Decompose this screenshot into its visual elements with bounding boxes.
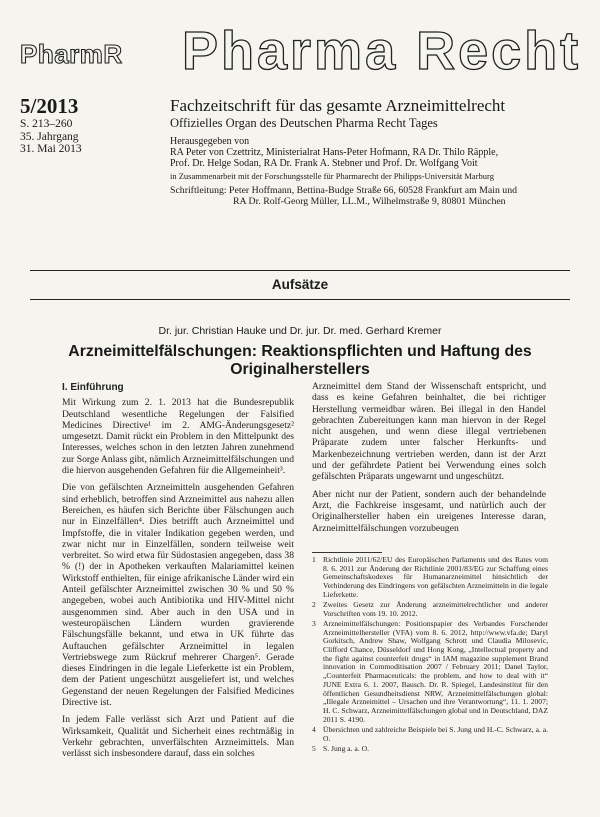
section-rule-bottom — [30, 299, 570, 300]
footnote — [312, 745, 548, 754]
journal-logo-small: PharmR — [20, 39, 123, 69]
footnote-number: 5 — [312, 743, 316, 753]
footnote-text: Übersichten und zahlreiche Beispiele bei S. Jung und H.-C. Schwarz, a. a. O. — [323, 724, 549, 743]
cooperation-note: in Zusammenarbeit mit der Forschungsstelle für Pharmarecht der Philipps-Universität Marburg — [170, 170, 494, 181]
editors-label: Herausgegeben von — [170, 136, 250, 147]
editorial-office — [170, 185, 590, 207]
footnote-text: Zweites Gesetz zur Änderung arzneimittelrechtlicher und anderer Vorschriften vom 19. 10. 2012. — [323, 600, 548, 618]
section-heading: I. Einführung — [62, 382, 124, 393]
paragraph: Arzneimittel dem Stand der Wissenschaft entspricht, und dass es keine Gefahren beinhaltet, die bei richtiger Herstellung vermeidbar wären. Bei illegal in den Handel gebrachten Zubereitungen kann man hiervon in der Regel nicht ausgehen, und wenn diese illegal vertriebenen Präparate zudem unter falscher Herkunfts- und Markenbezeichnung vertrieben werden, dann ist der Arzt und der gefährdete Patient bei Verwendung eines solch gefälschten Präparats ungewarnt und ungeschützt. — [312, 381, 546, 483]
editors-block — [170, 136, 590, 182]
issue-number: 5/2013 — [20, 94, 79, 118]
journal-official-organ: Offizielles Organ des Deutschen Pharma Recht Tages — [170, 116, 438, 130]
editors-line-1: RA Peter von Czettritz, Ministerialrat Hans-Peter Hofmann, RA Dr. Thilo Räpple, — [170, 147, 499, 159]
journal-subtitle: Fachzeitschrift für das gesamte Arzneimittelrecht — [170, 96, 506, 115]
article-column-left — [62, 382, 294, 766]
section-rule-top — [30, 270, 570, 271]
editorial-line-2: RA Dr. Rolf-Georg Müller, LL.M., Wilhelmstraße 9, 80801 München — [233, 196, 506, 207]
article-title: Arzneimittelfälschungen: Reaktionspflichten und Haftung des Originalherstellers — [68, 343, 532, 378]
paragraph: Mit Wirkung zum 2. 1. 2013 hat die Bundesrepublik Deutschland wesentliche Regelungen der Falsified Medicines Directive¹ im 2. AMG-Änderungsgesetz² umgesetzt. Damit rückt ein Problem in den Mittelpunkt des Interesses, welches schon in den letzten Jahren zunehmend zur Sorge Anlass gibt, nämlich Arzneimittelfälschungen und die hiervon ausgehenden Gefahren für die Allgemeinheit³. — [62, 397, 294, 477]
footnote-text: Richtlinie 2011/62/EU des Europäischen Parlaments und des Rates vom 8. 6. 2011 zur Änderung der Richtlinie 2001/83/EG zur Schaffung eines Gemeinschaftskodexes für Humanarzneimittel hinsichtlich der Verhinderung des Eindringens von gefälschten Arzneimitteln in die legale Lieferkette. — [323, 555, 548, 599]
issue-meta — [20, 118, 82, 156]
section-title: Aufsätze — [271, 277, 329, 292]
article-column-right — [312, 381, 546, 540]
footnote-text: S. Jung a. a. O. — [323, 743, 369, 753]
footnote — [312, 601, 548, 618]
footnote-text: Arzneimittelfälschungen: Positionspapier des Verbandes Forschender Arzneimittelhersteller (VFA) vom 8. 6. 2012, http://www.vfa.de; Daryl Gorkitsch, Andrew Shaw, Wolfgang Schrott und Claudia Milosevic, Clifford Chance, Düsseldorf und Hong Kong, „Intellectual property and the fight against counterfeit drugs“ in IAM magazine supplement Brand innovation in Commoditisation 2007 / February 2011; Danel Taylor, „Counterfeit Pharmaceuticals: the problem, and how to deal with it“ JUNE Extra 6. 1. 2007, Bausch. Dr. R. Spiegel, Landesinstitut für den öffentlichen Gesundheitsdienst NRW, Arzneimittelfälschungen global: „Illegale Arzneimittel – Ursachen und ihre Verantwortung“, 11. 1. 2007; H. C. Schwarz, Arzneimittelfälschungen global und in Deutschland, DAZ 2011 S. 4190. — [323, 618, 548, 724]
paragraph: Aber nicht nur der Patient, sondern auch der behandelnde Arzt, die Fachkreise insgesamt, und natürlich auch der Originalhersteller haben ein ureigenes Interesse daran, Arzneimittelfälschungen vorzubeugen — [312, 488, 546, 534]
footnote-number: 3 — [312, 618, 316, 628]
footnote-number: 1 — [312, 555, 316, 564]
footnotes — [312, 552, 548, 755]
footnote — [312, 620, 548, 724]
editorial-line-1: Schriftleitung: Peter Hoffmann, Bettina-Budge Straße 66, 60528 Frankfurt am Main und — [170, 185, 517, 196]
article-authors: Dr. jur. Christian Hauke und Dr. jur. Dr. med. Gerhard Kremer — [158, 325, 442, 337]
paragraph: In jedem Falle verlässt sich Arzt und Patient auf die Wirksamkeit, Qualität und Sicherheit eines rechtmäßig in Verkehr gebrachten, unverfälschten Arzneimittels. Man verlässt sich insbesondere darauf, dass ein solches — [62, 714, 294, 760]
issue-volume: 35. Jahrgang — [20, 130, 79, 143]
footnote-number: 4 — [312, 724, 316, 734]
issue-pages: S. 213–260 — [20, 118, 73, 130]
issue-date: 31. Mai 2013 — [20, 143, 82, 155]
footnote — [312, 556, 548, 600]
footnote — [312, 726, 548, 743]
footnote-number: 2 — [312, 600, 316, 610]
journal-logo-large: Pharma Recht — [182, 21, 582, 81]
paragraph: Die von gefälschten Arzneimitteln ausgehenden Gefahren sind erheblich, betroffen sind Arzneimittel aus nahezu allen Bereichen, es häufen sich Berichte über Fälschungen auch nur in Einzelfällen⁴. Dies betrifft auch Arzneimittel und Impfstoffe, die in vitaler Indikation gegeben werden, und zwar nicht nur in Einzelfällen, sondern teilweise weit verbreitet. So wird etwa für Südostasien angegeben, dass 38 % (!) der in Apotheken verkauften Malariamittel keinen Wirkstoff enthielten, für einige afrikanische Länder wird ein Anteil gefälschter Arzneimittel zwischen 30 % und 50 % angegeben, wobei auch Antibiotika und HIV-Mittel nicht ausgenommen sind. Aber auch in den USA und in westeuropäischen Ländern wurden gravierende Fälschungsfälle bekannt, und etwa in UK führte das Auftauchen gefälschter Arzneimittel in legalen Vertriebswege zum Rückruf mehrerer Chargen⁵. Gerade dieses Eindringen in die legale Lieferkette ist ein Problem, dem der Patient ungeschützt ausgeliefert ist, und welches Gegenstand der neuen Regelungen der Falsified Medicines Directive ist. — [62, 482, 294, 709]
editors-line-2: Prof. Dr. Helge Sodan, RA Dr. Frank A. Stebner und Prof. Dr. Wolfgang Voit — [170, 158, 478, 170]
